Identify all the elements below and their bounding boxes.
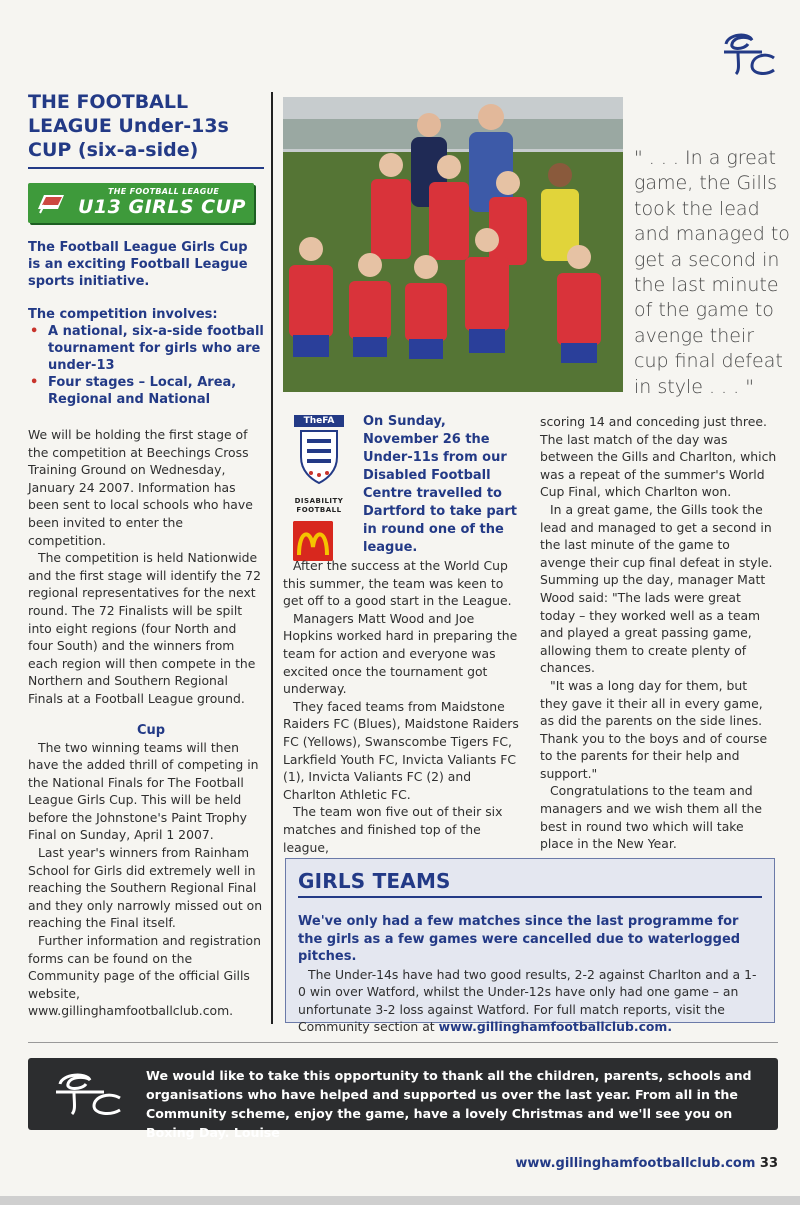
gfc-logo-white: [50, 1070, 126, 1118]
girls-rule: [298, 896, 762, 898]
paragraph: After the success at the World Cup this summer, the team was keen to get off to a good start in the League.: [283, 558, 512, 609]
mid-lead: On Sunday, November 26 the Under-11s from our Disabled Football Centre travelled to Dartford to take part in round one of the league.: [363, 414, 518, 555]
paragraph: They faced teams from Maidstone Raiders FC (Blues), Maidstone Raiders FC (Yellows), Swanscombe Tigers FC, Larkfield Youth FC, Invicta Valiants FC (1), Invicta Valiants FC (2) and Charlton Athletic FC.: [283, 698, 519, 802]
paragraph: The team won five out of their six matches and finished top of the league,: [283, 804, 503, 855]
footer-url[interactable]: www.gillinghamfootballclub.com: [515, 1156, 756, 1171]
pull-quote: " . . . In a great game, the Gills took the lead and managed to get a second in the last minute of the game to avenge their cup final defeat in style . . . ": [634, 147, 790, 398]
girls-lead: We've only had a few matches since the last programme for the girls as a few games were cancelled due to waterlogged pitches.: [298, 914, 741, 965]
paragraph: We will be holding the first stage of the competition at Beechings Cross Training Ground on Wednesday, January 24 2007. Information has been sent to local schools who have been invited to enter the competition.: [28, 427, 253, 548]
fa-label: TheFA: [294, 415, 344, 427]
right-column: [540, 413, 778, 853]
list-item: • Four stages – Local, Area, Regional and National: [28, 374, 264, 408]
page-number: 33: [759, 1156, 778, 1171]
banner-big-text: U13 GIRLS CUP: [78, 196, 246, 218]
gfc-logo: [718, 30, 778, 78]
list-item: • A national, six-a-side football tournament for girls who are under-13: [28, 323, 264, 374]
intro-text: The Football League Girls Cup is an exciting Football League sports initiative.: [28, 240, 248, 289]
middle-column: [283, 413, 520, 856]
girls-body-text: The Under-14s have had two good results, 2-2 against Charlton and a 1-0 win over Watford, whilst the Under-12s have only had one game – an unfortunate 3-2 loss against Watford. For full match reports, visit the Community section at: [298, 966, 757, 1034]
paragraph: Last year's winners from Rainham School for Girls did extremely well in reaching the Southern Regional Final and they only narrowly missed out on reaching the Final itself.: [28, 845, 263, 931]
involves-heading: The competition involves:: [28, 307, 218, 322]
page-title: THE FOOTBALL LEAGUE Under-13s CUP (six-a-side): [28, 91, 229, 161]
paragraph: Managers Matt Wood and Joe Hopkins worked hard in preparing the team for action and everyone was excited once the tournament got underway.: [283, 610, 518, 697]
left-column: [28, 90, 264, 1020]
girls-body: [298, 966, 762, 1036]
thank-you-message: We would like to take this opportunity to thank all the children, parents, schools and organisations who have helped and supported us over the last year. From all in the Community scheme, enjoy the game, have a lovely Christmas and we'll see you on Boxing Day. Louise: [146, 1068, 752, 1140]
page-footer: [515, 1156, 778, 1171]
flag-icon: [36, 191, 66, 215]
girls-teams-box: [285, 858, 775, 1034]
paragraph: The competition is held Nationwide and the first stage will identify the 72 regional representatives for the next round. The 72 Finalists will be spilt into eight regions (four North and four South) and the winners from each region will then compete in the Northern and Southern Regional Finals at a Football League ground.: [28, 550, 261, 706]
cup-subheading: Cup: [136, 722, 166, 738]
paragraph: Further information and registration forms can be found on the Community page of the official Gills website, www.gillinghamfootballclub.com.: [28, 933, 261, 1019]
paragraph: Congratulations to the team and managers and we wish them all the best in round two which will take place in the New Year.: [540, 783, 762, 852]
disability-football-label: DISABILITY FOOTBALL: [294, 497, 344, 514]
banner-small-text: THE FOOTBALL LEAGUE: [108, 187, 220, 196]
paragraph: In a great game, the Gills took the lead and managed to get a second in the last minute of the game to avenge their cup final defeat in style. Summing up the day, manager Matt Wood said: "The lads were great today – they worked well as a team and played a great passing game, allowing them to create plenty of chances.: [540, 501, 773, 676]
bottom-edge: [0, 1196, 800, 1205]
team-photo: [283, 97, 623, 392]
girls-teams-title: GIRLS TEAMS: [298, 869, 451, 893]
left-body: [28, 426, 264, 1020]
column-divider: [271, 92, 273, 1024]
paragraph: "It was a long day for them, but they gave it their all in every game, as did the parents on the side lines. Thank you to the boys and of course to the parents for their help and support.": [540, 677, 768, 781]
paragraph: The two winning teams will then have the added thrill of competing in the National Finals for The Football League Girls Cup. This will be held before the Johnstone's Paint Trophy Final on Sunday, April 1 2007.: [28, 739, 259, 843]
u13-girls-cup-banner: [28, 183, 254, 223]
title-rule: [28, 167, 264, 169]
involves-list: [28, 323, 264, 408]
paragraph: scoring 14 and conceding just three. The last match of the day was between the Gills and Charlton, which was a repeat of the summer's World Cup Final, which Charlton won.: [540, 414, 777, 500]
middle-body: [283, 557, 520, 856]
section-divider: [28, 1042, 778, 1043]
club-website-link[interactable]: www.gillinghamfootballclub.com.: [438, 1019, 673, 1034]
thank-you-banner: [28, 1058, 778, 1140]
